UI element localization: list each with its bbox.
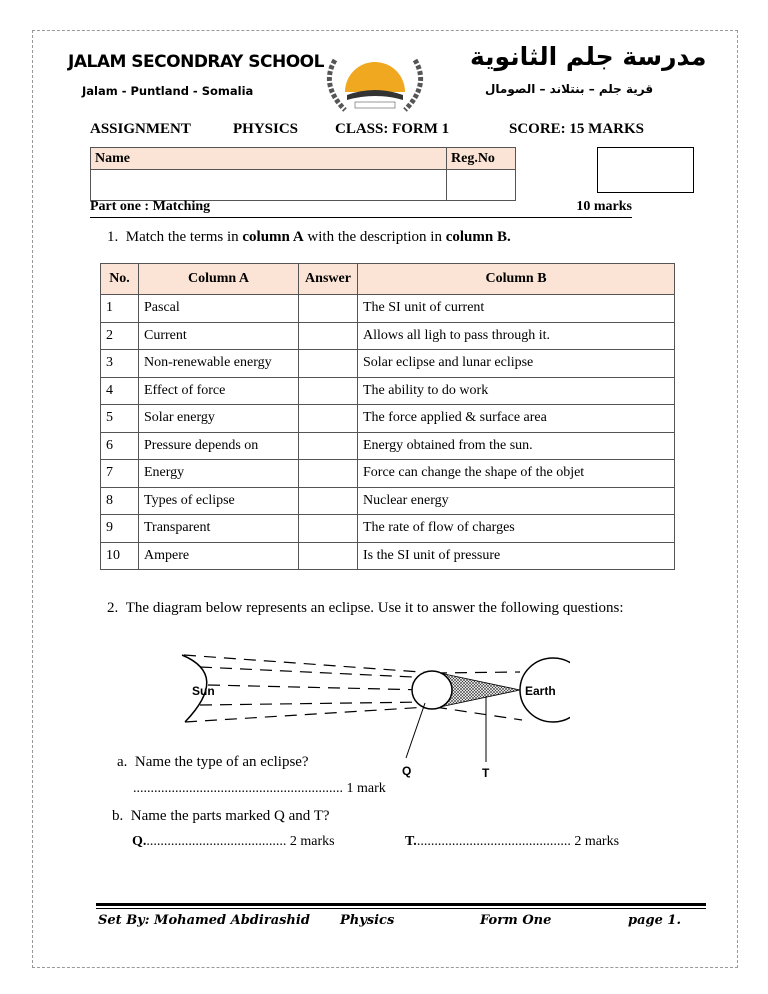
answer-cell[interactable] <box>299 460 358 488</box>
answer-cell[interactable] <box>299 515 358 543</box>
question-b <box>112 808 330 825</box>
answer-cell[interactable] <box>299 405 358 433</box>
row-number: 3 <box>101 350 139 378</box>
score-box[interactable] <box>597 147 694 193</box>
q-label: Q <box>402 764 412 778</box>
q2-text: The diagram below represents an eclipse. Use it to answer the following questions: <box>125 600 624 616</box>
q1-col-a: column A <box>242 229 304 245</box>
qa-text: Name the type of an eclipse? <box>134 754 309 770</box>
q2-number: 2. <box>107 600 119 616</box>
column-a-term: Pressure depends on <box>139 432 299 460</box>
q1-col-b: column B. <box>445 229 511 245</box>
question-a <box>117 754 309 771</box>
column-a-term: Transparent <box>139 515 299 543</box>
answer-cell[interactable] <box>299 350 358 378</box>
qb-label: b. <box>112 808 124 824</box>
column-a-term: Types of eclipse <box>139 487 299 515</box>
column-a-term: Effect of force <box>139 377 299 405</box>
answer-q-line[interactable] <box>132 834 335 850</box>
table-row <box>101 432 675 460</box>
table-row <box>101 350 675 378</box>
q1-number: 1. <box>107 229 119 245</box>
table-row <box>101 322 675 350</box>
column-b-description: Allows all ligh to pass through it. <box>358 322 675 350</box>
school-location: Jalam - Puntland - Somalia <box>82 84 254 98</box>
footer-divider-thin <box>96 908 706 909</box>
school-location-arabic: قرية جلم – بنتلاند – الصومال <box>485 82 654 96</box>
column-b-description: The SI unit of current <box>358 295 675 323</box>
name-header: Name <box>91 148 447 170</box>
sun-label: Sun <box>192 684 215 698</box>
row-number: 2 <box>101 322 139 350</box>
table-row <box>101 377 675 405</box>
header-column-a: Column A <box>139 264 299 295</box>
earth-label: Earth <box>525 684 556 698</box>
column-b-description: The force applied & surface area <box>358 405 675 433</box>
qa-marks: 1 mark <box>346 781 386 796</box>
column-b-description: Energy obtained from the sun. <box>358 432 675 460</box>
reg-header: Reg.No <box>447 148 516 170</box>
column-a-term: Energy <box>139 460 299 488</box>
column-b-description: The rate of flow of charges <box>358 515 675 543</box>
qb-q-label: Q. <box>132 834 147 849</box>
column-b-description: Nuclear energy <box>358 487 675 515</box>
class-label: CLASS: FORM 1 <box>335 121 450 137</box>
table-row <box>101 460 675 488</box>
row-number: 8 <box>101 487 139 515</box>
column-b-description: Force can change the shape of the objet <box>358 460 675 488</box>
part-one-heading <box>90 199 632 218</box>
school-name: JALAM SECONDRAY SCHOOL <box>68 52 324 72</box>
table-row <box>101 295 675 323</box>
row-number: 4 <box>101 377 139 405</box>
column-b-description: The ability to do work <box>358 377 675 405</box>
school-logo <box>315 40 435 120</box>
answer-cell[interactable] <box>299 487 358 515</box>
qb-q-dots: ........................................ <box>146 834 287 849</box>
matching-table <box>100 263 675 570</box>
row-number: 7 <box>101 460 139 488</box>
qb-t-marks: 2 marks <box>574 834 620 849</box>
row-number: 10 <box>101 542 139 570</box>
column-a-term: Ampere <box>139 542 299 570</box>
answer-a-line[interactable] <box>133 781 386 797</box>
column-a-term: Non-renewable energy <box>139 350 299 378</box>
question-2 <box>107 600 624 617</box>
t-label: T <box>482 766 490 780</box>
part-one-marks: 10 marks <box>576 199 632 214</box>
footer-subject: Physics <box>340 913 395 928</box>
column-a-term: Current <box>139 322 299 350</box>
footer-form: Form One <box>480 913 552 928</box>
q1-text-mid: with the description in <box>303 229 446 245</box>
answer-cell[interactable] <box>299 295 358 323</box>
qb-text: Name the parts marked Q and T? <box>130 808 330 824</box>
qb-t-label: T. <box>405 834 417 849</box>
footer-divider <box>96 903 706 906</box>
score-label: SCORE: 15 MARKS <box>509 121 645 137</box>
column-a-term: Solar energy <box>139 405 299 433</box>
header-no: No. <box>101 264 139 295</box>
answer-cell[interactable] <box>299 542 358 570</box>
qa-dots: ............................................................ <box>133 781 343 796</box>
part-one-title: Part one : Matching <box>90 199 211 214</box>
answer-cell[interactable] <box>299 432 358 460</box>
name-field[interactable] <box>91 170 447 201</box>
table-row <box>101 487 675 515</box>
header-column-b: Column B <box>358 264 675 295</box>
qb-q-marks: 2 marks <box>289 834 335 849</box>
table-row <box>101 542 675 570</box>
row-number: 6 <box>101 432 139 460</box>
q1-text: Match the terms in <box>125 229 243 245</box>
answer-t-line[interactable] <box>405 834 619 850</box>
footer-page: page 1. <box>628 913 681 928</box>
qa-label: a. <box>117 754 128 770</box>
subject-label: PHYSICS <box>233 121 299 137</box>
row-number: 1 <box>101 295 139 323</box>
row-number: 9 <box>101 515 139 543</box>
moon <box>412 671 452 709</box>
school-name-arabic: مدرسة جلم الثانوية <box>470 42 707 71</box>
qb-t-dots: ............................................ <box>416 834 571 849</box>
header-answer: Answer <box>299 264 358 295</box>
row-number: 5 <box>101 405 139 433</box>
question-1 <box>107 229 511 246</box>
table-row <box>101 405 675 433</box>
reg-field[interactable] <box>447 170 516 201</box>
answer-cell[interactable] <box>299 377 358 405</box>
column-a-term: Pascal <box>139 295 299 323</box>
answer-cell[interactable] <box>299 322 358 350</box>
table-row <box>101 515 675 543</box>
assignment-label: ASSIGNMENT <box>90 121 191 137</box>
column-b-description: Is the SI unit of pressure <box>358 542 675 570</box>
column-b-description: Solar eclipse and lunar eclipse <box>358 350 675 378</box>
footer-author: Set By: Mohamed Abdirashid <box>98 913 310 928</box>
student-info-table <box>90 147 516 201</box>
